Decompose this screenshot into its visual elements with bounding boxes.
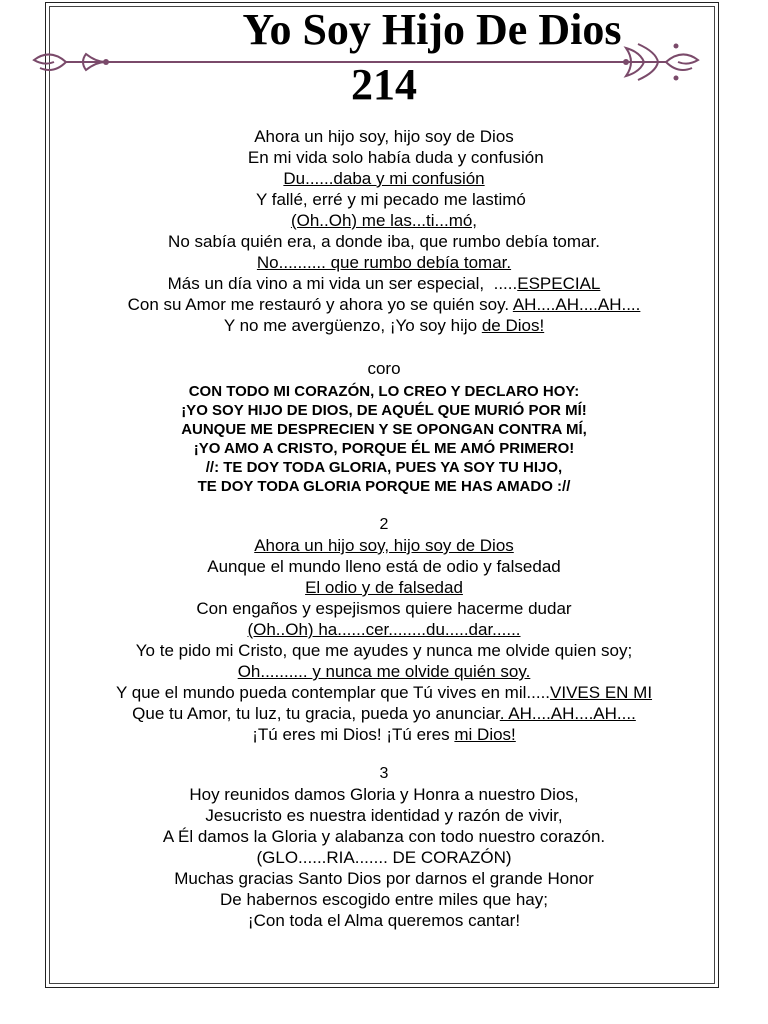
- chorus-line: ¡YO SOY HIJO DE DIOS, DE AQUÉL QUE MURIÓ POR MÍ!: [181, 402, 587, 419]
- verse-3-line: Hoy reunidos damos Gloria y Honra a nuestro Dios,: [189, 785, 579, 804]
- verse-1-line: [0, 210, 768, 231]
- verse-2-line: [0, 682, 768, 703]
- verse-3-number-wrap: [0, 763, 768, 784]
- verse-1-line-underlined: Du......daba y mi confusión: [283, 169, 485, 188]
- verse-1: [0, 126, 768, 336]
- verse-1-line-text: Ahora un hijo soy, hijo soy de Dios: [254, 127, 514, 146]
- verse-1-line: [0, 231, 768, 252]
- song-title: Yo Soy Hijo De Dios: [242, 5, 622, 54]
- chorus-line: ¡YO AMO A CRISTO, PORQUE ÉL ME AMÓ PRIMERO!: [193, 440, 575, 457]
- verse-2-line-underlined: VIVES EN MI: [550, 683, 653, 702]
- chorus-label: coro: [367, 359, 401, 378]
- verse-2-line-underlined: Oh.......... y nunca me olvide quién soy.: [237, 662, 531, 681]
- verse-2-line-text: Yo te pido mi Cristo, que me ayudes y nunca me olvide quien soy;: [135, 641, 633, 660]
- verse-1-line-text: Y fallé, erré y mi pecado me lastimó: [242, 190, 526, 209]
- chorus-line: AUNQUE ME DESPRECIEN Y SE OPONGAN CONTRA MÍ,: [181, 421, 587, 438]
- verse-1-line-underlined: AH....AH....AH....: [512, 295, 641, 314]
- verse-2: [0, 535, 768, 745]
- verse-2-line: [0, 619, 768, 640]
- verse-2-line: [0, 577, 768, 598]
- verse-2-line-underlined: mi Dios!: [454, 725, 516, 744]
- verse-1-line-text: No sabía quién era, a donde iba, que rumbo debía tomar.: [168, 232, 600, 251]
- verse-2-line-text: ¡Tú eres mi Dios! ¡Tú eres: [252, 725, 455, 744]
- verse-2-line-underlined: . AH....AH....AH....: [499, 704, 636, 723]
- verse-2-line: [0, 703, 768, 724]
- verse-1-line-underlined: de Dios!: [481, 316, 545, 335]
- verse-3-line: Muchas gracias Santo Dios por darnos el grande Honor: [174, 869, 594, 888]
- verse-2-line-underlined: Ahora un hijo soy, hijo soy de Dios: [254, 536, 514, 555]
- chorus: [0, 382, 768, 496]
- verse-2-line-text: Que tu Amor, tu luz, tu gracia, pueda yo anunciar: [132, 704, 500, 723]
- verse-1-line: [0, 189, 768, 210]
- verse-3-line: Jesucristo es nuestra identidad y razón de vivir,: [205, 806, 563, 825]
- verse-1-line-text: Más un día vino a mi vida un ser especial, .....: [167, 274, 518, 293]
- verse-2-line: [0, 556, 768, 577]
- chorus-label-wrap: [0, 358, 768, 379]
- song-number: 214: [351, 60, 417, 109]
- verse-3-line: ¡Con toda el Alma queremos cantar!: [247, 911, 521, 930]
- verse-2-line-text: Con engaños y espejismos quiere hacerme dudar: [196, 599, 572, 618]
- verse-1-line-underlined: (Oh..Oh) me las...ti...mó,: [290, 211, 478, 230]
- verse-2-line: [0, 598, 768, 619]
- verse-2-line: [0, 661, 768, 682]
- verse-3: [0, 784, 768, 931]
- chorus-line: TE DOY TODA GLORIA PORQUE ME HAS AMADO ://: [197, 478, 571, 495]
- verse-1-line-underlined: ESPECIAL: [517, 274, 601, 293]
- chorus-line: CON TODO MI CORAZÓN, LO CREO Y DECLARO HOY:: [188, 383, 580, 400]
- chorus-line: //: TE DOY TODA GLORIA, PUES YA SOY TU HIJO,: [205, 459, 563, 476]
- verse-2-line-underlined: El odio y de falsedad: [305, 578, 463, 597]
- verse-1-line: [0, 315, 768, 336]
- verse-2-line-text: Aunque el mundo lleno está de odio y falsedad: [207, 557, 561, 576]
- verse-2-line: [0, 535, 768, 556]
- verse-1-line: [0, 126, 768, 147]
- verse-1-line-text: Con su Amor me restauró y ahora yo se quién soy.: [127, 295, 513, 314]
- verse-3-line: (GLO......RIA....... DE CORAZÓN): [256, 848, 512, 867]
- verse-1-line-text: Y no me avergüenzo, ¡Yo soy hijo: [223, 316, 482, 335]
- verse-2-line: [0, 640, 768, 661]
- verse-2-line: [0, 724, 768, 745]
- verse-1-line: [0, 294, 768, 315]
- verse-2-number-wrap: [0, 514, 768, 535]
- verse-2-line-underlined: (Oh..Oh) ha......cer........du.....dar......: [247, 620, 521, 639]
- verse-3-number: 3: [379, 765, 389, 782]
- verse-1-line: [0, 273, 768, 294]
- verse-3-line: A Él damos la Gloria y alabanza con todo nuestro corazón.: [162, 827, 606, 846]
- verse-2-line-text: Y que el mundo pueda contemplar que Tú vives en mil.....: [115, 683, 551, 702]
- verse-2-number: 2: [379, 516, 389, 533]
- verse-1-line: [0, 147, 768, 168]
- verse-1-line: [0, 168, 768, 189]
- verse-1-line: [0, 252, 768, 273]
- verse-3-line: De habernos escogido entre miles que hay;: [220, 890, 548, 909]
- verse-1-line-underlined: No.......... que rumbo debía tomar.: [256, 253, 512, 272]
- verse-1-line-text: En mi vida solo había duda y confusión: [224, 148, 544, 167]
